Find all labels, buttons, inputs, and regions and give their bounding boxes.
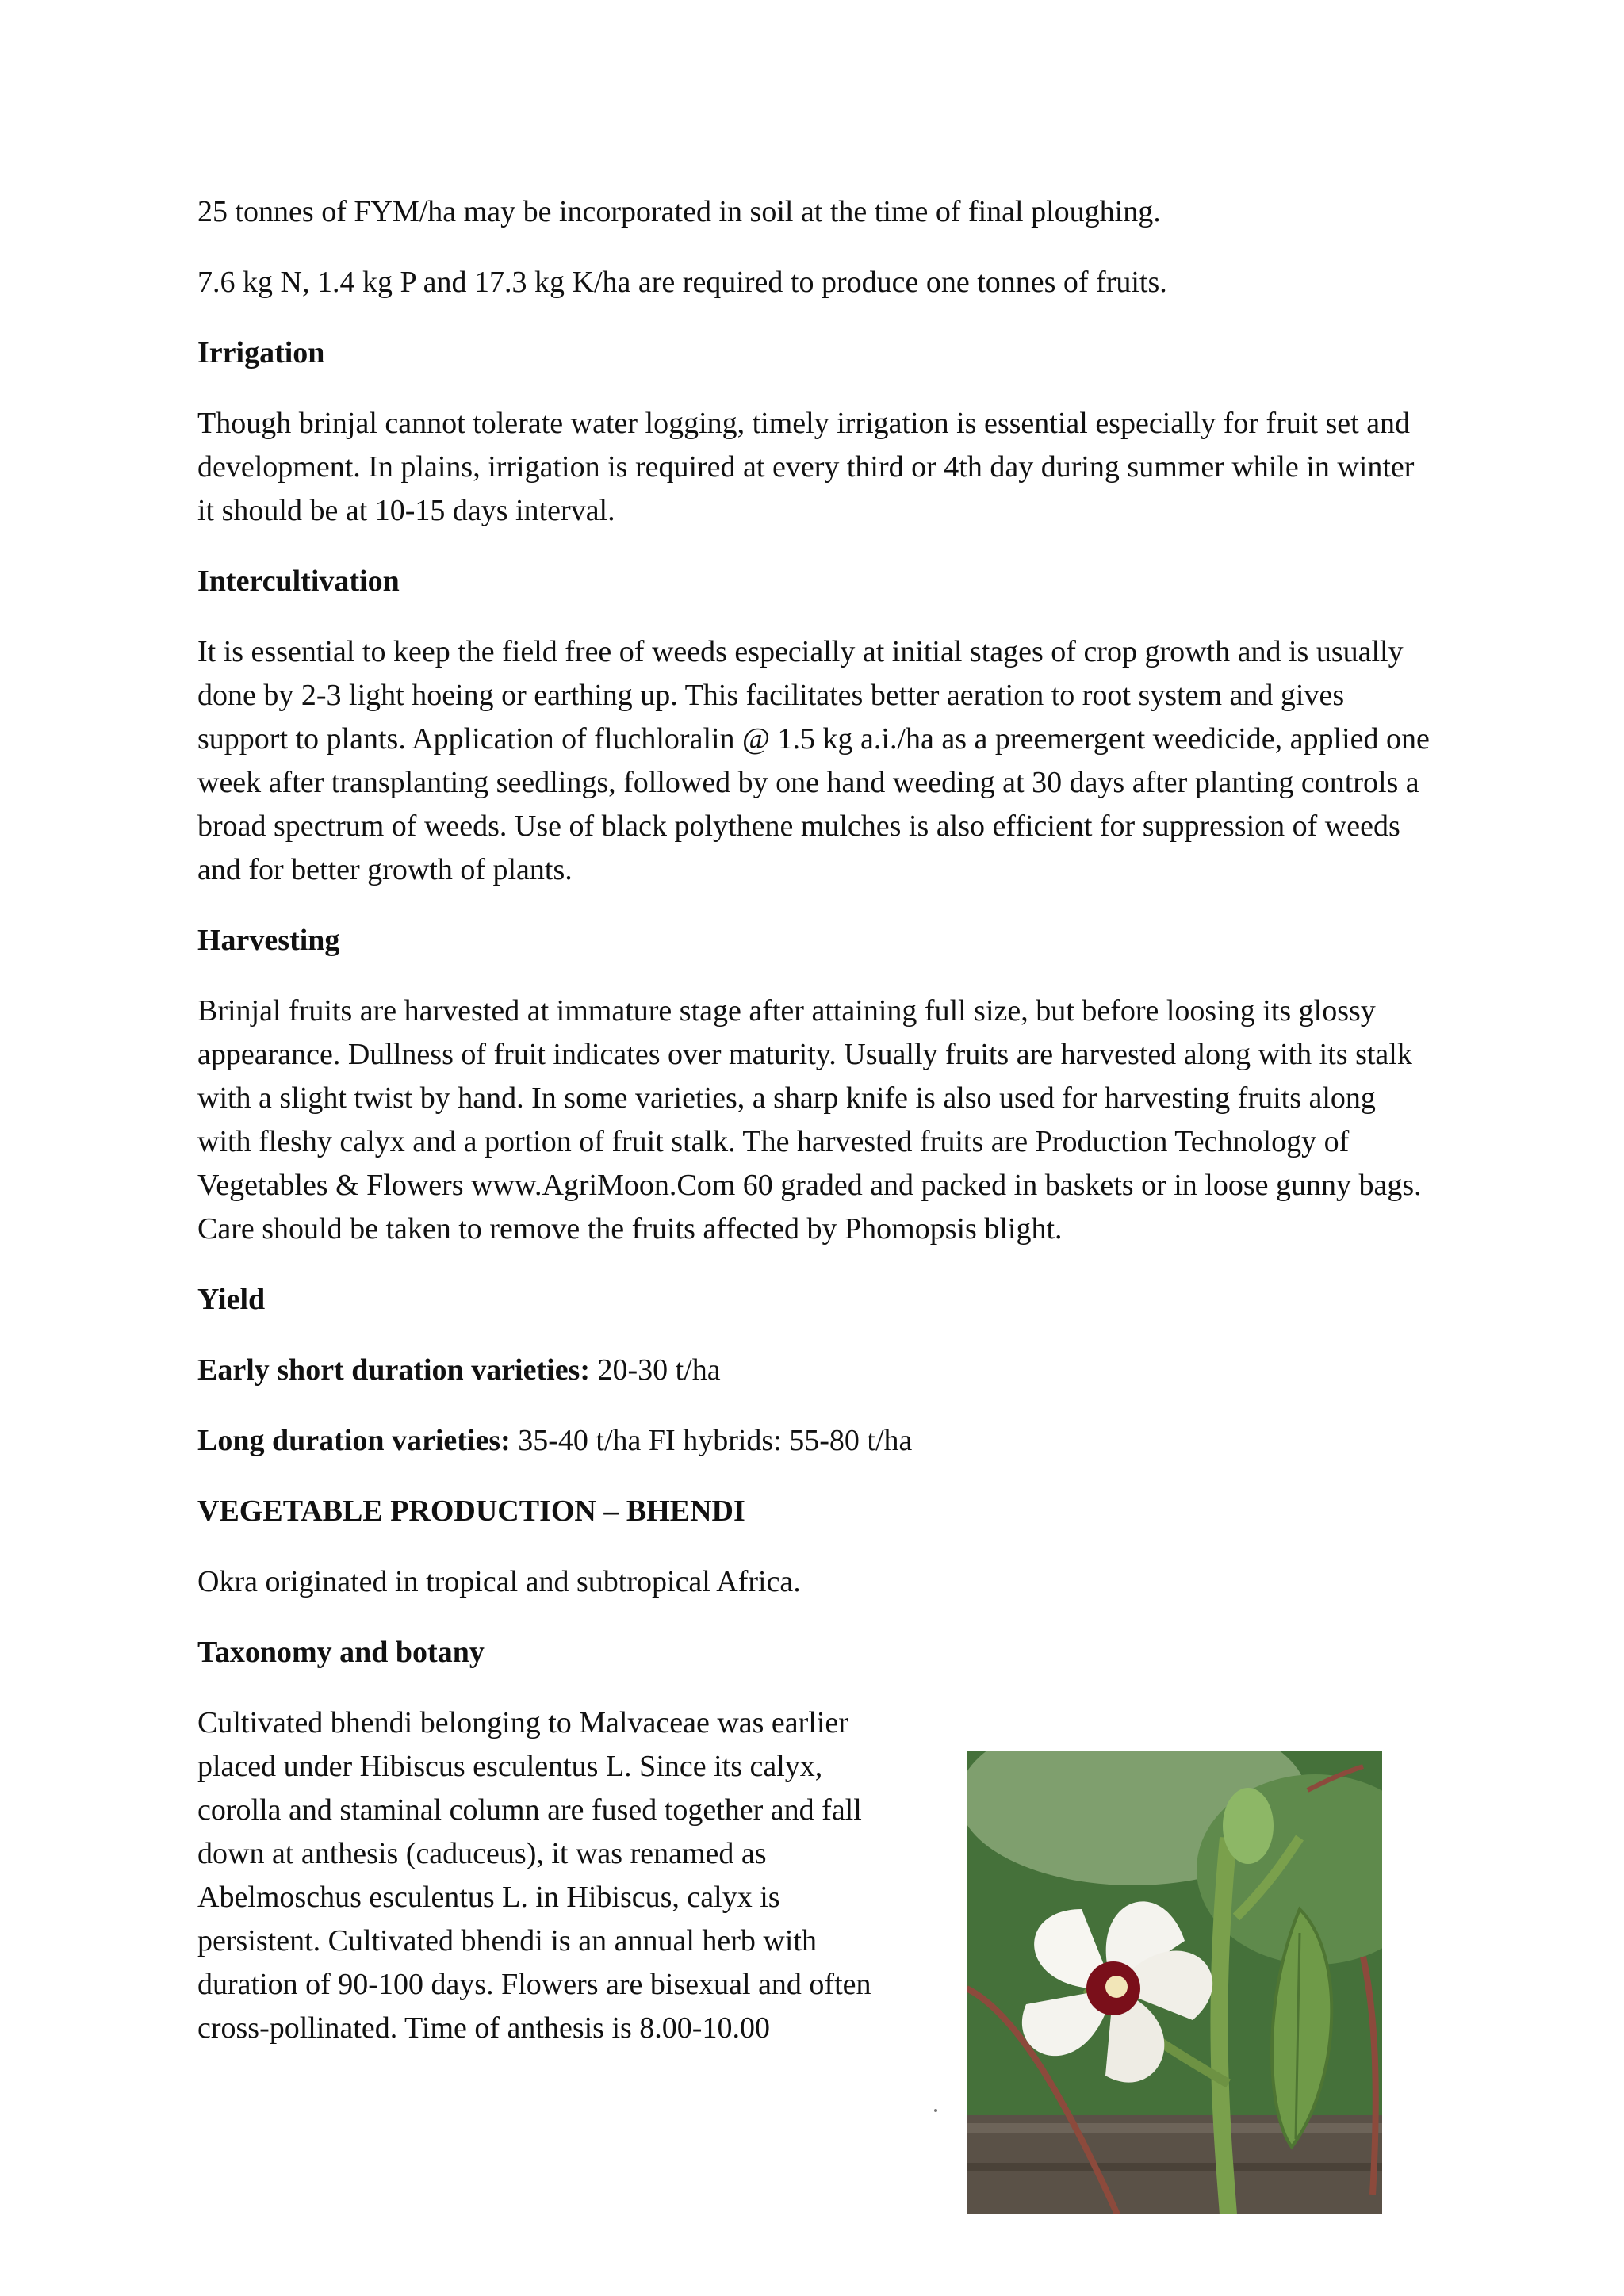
intercultivation-paragraph: It is essential to keep the field free of weeds especially at initial stages of crop growth and is usually done by 2-3 light hoeing or earthing up. This facilitates better aeration to root system and gives support to plants. Application of fluchloralin @ 1.5 kg a.i./ha as a preemergent weedicide, applied one week after transplanting seedlings, followed by one hand weeding at 30 days after planting controls a broad spectrum of weeds. Use of black polythene mulches is also efficient for suppression of weeds and for better growth of plants. — [197, 635, 1430, 886]
taxonomy-heading: Taxonomy and botany — [197, 1636, 485, 1669]
yield-early-line — [197, 1349, 1434, 1392]
okra-flower-photo — [967, 1751, 1382, 2214]
taxonomy-paragraph: Cultivated bhendi belonging to Malvaceae was earlier placed under Hibiscus esculentus L. Since its calyx, corolla and staminal column are fused together and fall down at anthesis (caduceus), it was renamed as Abelmoschus esculentus L. in Hibiscus, calyx is persistent. Cultivated bhendi is an annual herb with duration of 90-100 days. Flowers are bisexual and often cross-pollinated. Time of anthesis is 8.00-10.00 — [197, 1706, 871, 2045]
fym-paragraph: 25 tonnes of FYM/ha may be incorporated in soil at the time of final ploughing. — [197, 195, 1161, 228]
yield-long-value: 35-40 t/ha FI hybrids: 55-80 t/ha — [510, 1424, 913, 1457]
yield-long-label: Long duration varieties: — [197, 1424, 511, 1457]
yield-early-value: 20-30 t/ha — [590, 1353, 721, 1387]
intercultivation-heading: Intercultivation — [197, 564, 400, 598]
okra-flower-illustration — [967, 1751, 1382, 2214]
npk-paragraph: 7.6 kg N, 1.4 kg P and 17.3 kg K/ha are required to produce one tonnes of fruits. — [197, 266, 1167, 299]
irrigation-paragraph: Though brinjal cannot tolerate water logging, timely irrigation is essential especially for fruit set and development. In plains, irrigation is required at every third or 4th day during summer while in winter it should be at 10-15 days interval. — [197, 407, 1415, 527]
irrigation-heading: Irrigation — [197, 336, 325, 369]
stray-mark — [934, 2109, 937, 2112]
bhendi-heading: VEGETABLE PRODUCTION – BHENDI — [197, 1494, 745, 1528]
harvesting-paragraph: Brinjal fruits are harvested at immature stage after attaining full size, but before loosing its glossy appearance. Dullness of fruit indicates over maturity. Usually fruits are harvested along with its stalk with a slight twist by hand. In some varieties, a sharp knife is also used for harvesting fruits along with fleshy calyx and a portion of fruit stalk. The harvested fruits are Production Technology of Vegetables & Flowers www.AgriMoon.Com 60 graded and packed in baskets or in loose gunny bags. Care should be taken to remove the fruits affected by Phomopsis blight. — [197, 994, 1422, 1246]
okra-origin-paragraph: Okra originated in tropical and subtropical Africa. — [197, 1565, 801, 1598]
yield-early-label: Early short duration varieties: — [197, 1353, 591, 1387]
yield-long-line — [197, 1419, 1434, 1463]
harvesting-heading: Harvesting — [197, 924, 340, 957]
yield-heading: Yield — [197, 1283, 266, 1316]
